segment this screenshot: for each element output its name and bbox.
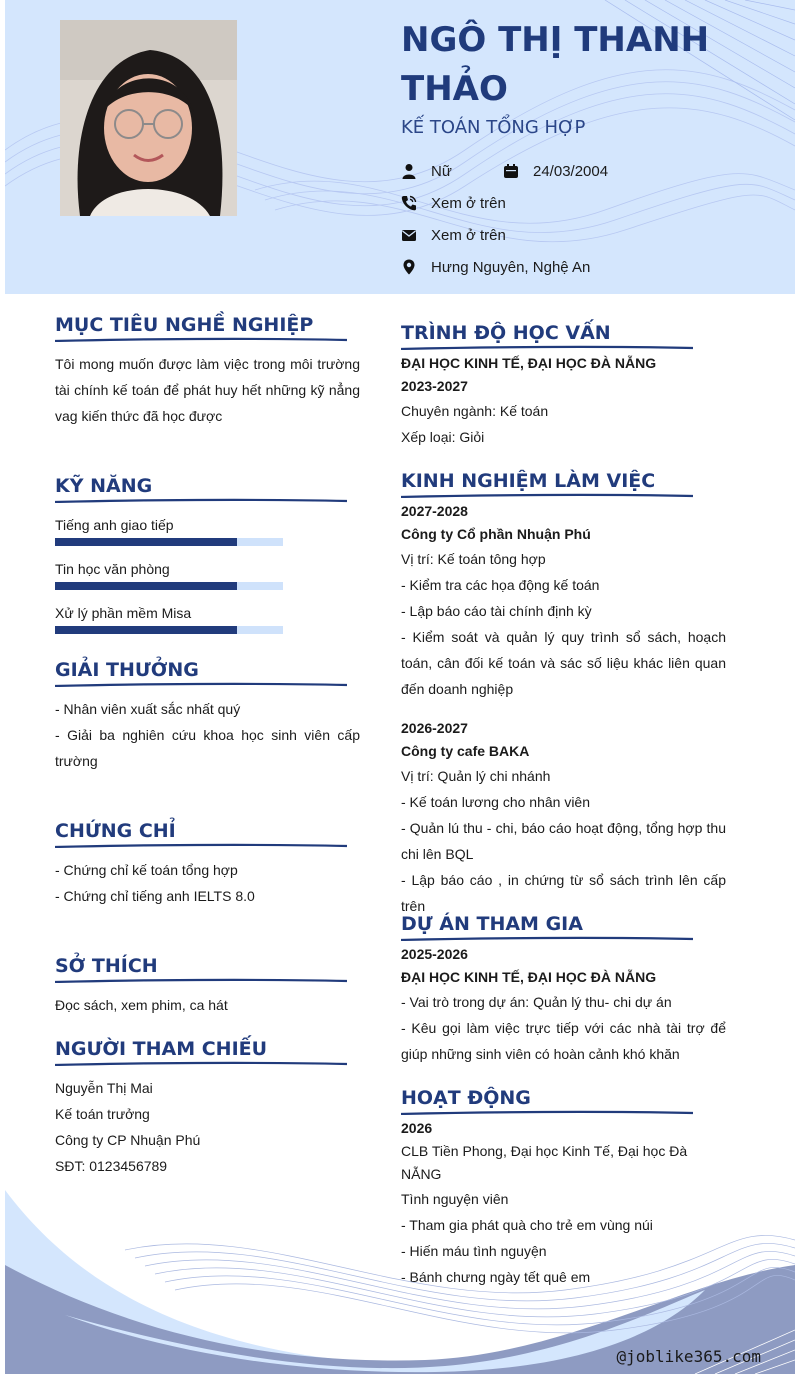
reference-underline: [55, 1060, 350, 1066]
gender-row: [401, 163, 452, 180]
user-icon: [401, 164, 417, 180]
address-value: Hưng Nguyên, Nghệ An: [431, 259, 591, 276]
awards-list: [55, 696, 360, 774]
job-company: Công ty Cổ phần Nhuận Phú: [401, 526, 591, 542]
hobbies-underline: [55, 977, 350, 983]
job-task: - Quản lú thu - chi, báo cáo hoạt động, tổng hợp thu chi lên BQL: [401, 820, 726, 862]
activity-org: CLB Tiền Phong, Đại học Kinh Tế, Đại học Đà NẴNG: [401, 1143, 688, 1182]
activities-underline: [401, 1109, 696, 1115]
job-task: - Kiểm soát và quản lý quy trình sổ sách, hoạch toán, cân đối kế toán và sác số liệu khác liên quan đến doanh nghiệp: [401, 629, 726, 697]
certificates-list: [55, 857, 360, 909]
experience-underline: [401, 492, 696, 498]
reference-role: Kế toán trưởng: [55, 1106, 150, 1122]
hobbies-text: Đọc sách, xem phim, ca hát: [55, 997, 228, 1013]
awards-underline: [55, 681, 350, 687]
education-title: TRÌNH ĐỘ HỌC VẤN: [401, 322, 611, 344]
skill-label: Tiếng anh giao tiếp: [55, 517, 174, 533]
job-task: - Lập báo cáo , in chứng từ sổ sách trình lên cấp trên: [401, 872, 726, 914]
envelope-icon: [401, 228, 417, 244]
skill-bar-fill: [55, 626, 237, 634]
job-task: - Lập báo cáo tài chính định kỳ: [401, 603, 592, 619]
project-item: - Kêu gọi làm việc trực tiếp với các nhà tài trợ để giúp những sinh viên có hoàn cảnh khó khăn: [401, 1020, 726, 1062]
award-item: - Giải ba nghiên cứu khoa học sinh viên cấp trường: [55, 727, 360, 769]
reference-name: Nguyễn Thị Mai: [55, 1080, 153, 1096]
certificates-title: CHỨNG CHỈ: [55, 820, 176, 842]
portrait-image: [60, 20, 237, 216]
phone-icon: [401, 196, 417, 212]
footer-wave-decoration: [5, 1180, 795, 1374]
job-task: - Kế toán lương cho nhân viên: [401, 794, 591, 810]
reference-phone: SĐT: 0123456789: [55, 1158, 168, 1174]
projects-block: [401, 943, 726, 1067]
certificates-underline: [55, 842, 350, 848]
project-org: ĐẠI HỌC KINH TẾ, ĐẠI HỌC ĐÀ NẴNG: [401, 969, 657, 985]
skill-label: Tin học văn phòng: [55, 561, 170, 577]
phone-value: Xem ở trên: [431, 195, 506, 212]
experience-job: [401, 500, 726, 702]
birthdate-row: [503, 163, 608, 180]
job-company: Công ty cafe BAKA: [401, 743, 530, 759]
skill-bar-track: [55, 582, 283, 590]
profile-photo: [60, 20, 237, 216]
header-band: [5, 0, 795, 294]
activity-role: Tình nguyện viên: [401, 1191, 509, 1207]
activity-item: - Hiến máu tình nguyện: [401, 1243, 547, 1259]
gender-value: Nữ: [431, 163, 452, 180]
activity-item: - Bánh chưng ngày tết quê em: [401, 1269, 591, 1285]
email-value: Xem ở trên: [431, 227, 506, 244]
certificate-item: - Chứng chỉ tiếng anh IELTS 8.0: [55, 888, 255, 904]
phone-row: [401, 195, 506, 212]
skill-bar-track: [55, 538, 283, 546]
watermark-text: @joblike365.com: [616, 1347, 761, 1366]
calendar-icon: [503, 164, 519, 180]
award-item: - Nhân viên xuất sắc nhất quý: [55, 701, 241, 717]
job-title: KẾ TOÁN TỔNG HỢP: [401, 117, 586, 138]
skill-bar-track: [55, 626, 283, 634]
address-row: [401, 259, 590, 276]
education-major: Chuyên ngành: Kế toán: [401, 403, 549, 419]
reference-block: [55, 1075, 360, 1179]
reference-title: NGƯỜI THAM CHIẾU: [55, 1038, 268, 1060]
certificate-item: - Chứng chỉ kế toán tổng hợp: [55, 862, 238, 878]
hobbies-title: SỞ THÍCH: [55, 955, 158, 977]
objective-text: Tôi mong muốn được làm việc trong môi trường tài chính kế toán để phát huy hết những kỹ nẳng vag kiến thức đã học được: [55, 356, 360, 424]
projects-underline: [401, 935, 696, 941]
job-period: 2027-2028: [401, 503, 468, 519]
skill-bar-fill: [55, 538, 237, 546]
activities-title: HOẠT ĐỘNG: [401, 1087, 531, 1109]
job-position: Vị trí: Kế toán tông hợp: [401, 551, 546, 567]
project-period: 2025-2026: [401, 946, 468, 962]
candidate-name: NGÔ THỊ THANH THẢO: [401, 20, 710, 109]
objective-underline: [55, 336, 350, 342]
job-task: - Kiểm tra các họa động kế toán: [401, 577, 600, 593]
experience-job: [401, 717, 726, 919]
activity-year: 2026: [401, 1120, 433, 1136]
education-school: ĐẠI HỌC KINH TẾ, ĐẠI HỌC ĐÀ NẴNG: [401, 355, 657, 371]
job-position: Vị trí: Quản lý chi nhánh: [401, 768, 551, 784]
skill-label: Xử lý phần mềm Misa: [55, 605, 192, 621]
objective-title: MỤC TIÊU NGHỀ NGHIỆP: [55, 314, 314, 336]
experience-title: KINH NGHIỆM LÀM VIỆC: [401, 470, 656, 492]
education-period: 2023-2027: [401, 378, 468, 394]
birthdate-value: 24/03/2004: [533, 163, 609, 180]
projects-title: DỰ ÁN THAM GIA: [401, 913, 583, 935]
reference-company: Công ty CP Nhuận Phú: [55, 1132, 201, 1148]
education-underline: [401, 344, 696, 350]
skill-bar-fill: [55, 582, 237, 590]
activity-item: - Tham gia phát quà cho trẻ em vùng núi: [401, 1217, 653, 1233]
skills-underline: [55, 497, 350, 503]
education-grade: Xếp loại: Giỏi: [401, 429, 485, 445]
awards-title: GIẢI THƯỞNG: [55, 659, 199, 681]
project-item: - Vai trò trong dự án: Quản lý thu- chi dự án: [401, 994, 672, 1010]
job-period: 2026-2027: [401, 720, 468, 736]
education-block: [401, 352, 726, 450]
map-pin-icon: [401, 260, 417, 276]
email-row: [401, 227, 506, 244]
skills-title: KỸ NĂNG: [55, 475, 153, 497]
